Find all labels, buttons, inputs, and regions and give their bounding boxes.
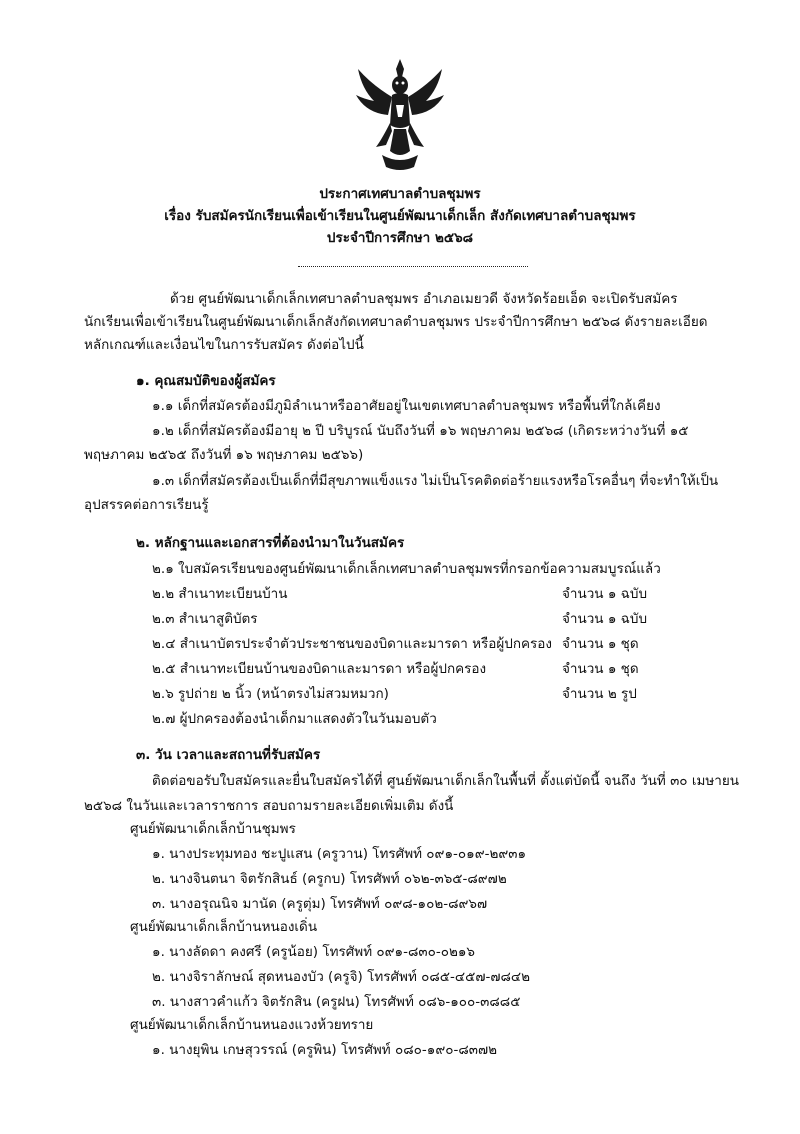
dotted-divider [298, 266, 528, 267]
s3-paragraph-1: ติดต่อขอรับใบสมัครและยื่นใบสมัครได้ที่ ศูนย์พัฒนาเด็กเล็กในพื้นที่ ตั้งแต่บัดนี้ จนถึง วันที่ ๓๐ เมษายน [152, 773, 739, 789]
s2-item-6-qty: จำนวน ๒ รูป [562, 686, 637, 702]
intro-line-1: ด้วย ศูนย์พัฒนาเด็กเล็กเทศบาลตำบลชุมพร อำเภอเมยวดี จังหวัดร้อยเอ็ด จะเปิดรับสมัคร [170, 291, 678, 307]
intro-line-3: หลักเกณฑ์และเงื่อนไขในการรับสมัคร ดังต่อไปนี้ [84, 337, 364, 353]
center-1-contact-1: ๑. นางประทุมทอง ชะปูแสน (ครูวาน) โทรศัพท์ ๐๙๑-๐๑๙-๒๙๓๑ [152, 846, 527, 862]
s1-item-2: ๑.๒ เด็กที่สมัครต้องมีอายุ ๒ ปี บริบูรณ์ นับถึงวันที่ ๑๖ พฤษภาคม ๒๕๖๘ (เกิดระหว่างวันที่ ๑๕ [152, 423, 689, 439]
s1-item-3: ๑.๓ เด็กที่สมัครต้องเป็นเด็กที่มีสุขภาพแข็งแรง ไม่เป็นโรคติดต่อร้ายแรงหรือโรคอื่นๆ ที่จะทำให้เป็น [152, 473, 719, 489]
announcement-year: ประจำปีการศึกษา ๒๕๖๘ [326, 230, 474, 246]
center-3-name: ศูนย์พัฒนาเด็กเล็กบ้านหนองแวงห้วยทราย [130, 1017, 374, 1033]
s2-item-5: ๒.๕ สำเนาทะเบียนบ้านของบิดาและมารดา หรือผู้ปกครอง [152, 661, 487, 677]
intro-line-2: นักเรียนเพื่อเข้าเรียนในศูนย์พัฒนาเด็กเล็กสังกัดเทศบาลตำบลชุมพร ประจำปีการศึกษา ๒๕๖๘ ดังรายละเอียด [84, 314, 708, 330]
s2-item-5-qty: จำนวน ๑ ชุด [562, 661, 639, 677]
announcement-subject: เรื่อง รับสมัครนักเรียนเพื่อเข้าเรียนในศูนย์พัฒนาเด็กเล็ก สังกัดเทศบาลตำบลชุมพร [164, 208, 636, 224]
s3-paragraph-2: ๒๕๖๘ ในวันและเวลาราชการ สอบถามรายละเอียดเพิ่มเติม ดังนี้ [84, 798, 454, 814]
center-1-name: ศูนย์พัฒนาเด็กเล็กบ้านชุมพร [130, 821, 296, 837]
s2-item-1: ๒.๑ ใบสมัครเรียนของศูนย์พัฒนาเด็กเล็กเทศบาลตำบลชุมพรที่กรอกข้อความสมบูรณ์แล้ว [152, 561, 661, 577]
center-3-contact-1: ๑. นางยุพิน เกษสุวรรณ์ (ครูพิน) โทรศัพท์ ๐๘๐-๑๙๐-๘๓๗๒ [152, 1042, 498, 1058]
section-3-title: ๓. วัน เวลาและสถานที่รับสมัคร [136, 747, 321, 763]
announcement-title: ประกาศเทศบาลตำบลชุมพร [319, 186, 481, 202]
s2-item-2: ๒.๒ สำเนาทะเบียนบ้าน [152, 586, 288, 602]
s2-item-4-qty: จำนวน ๑ ชุด [562, 636, 639, 652]
center-2-name: ศูนย์พัฒนาเด็กเล็กบ้านหนองเดิ่น [130, 919, 318, 935]
center-2-contact-3: ๓. นางสาวคำแก้ว จิตรักสิน (ครูฝน) โทรศัพท์ ๐๘๖-๑๐๐-๓๘๘๕ [152, 994, 521, 1010]
center-1-contact-2: ๒. นางจินตนา จิตรักสินธ์ (ครูกบ) โทรศัพท์ ๐๖๒-๓๖๕-๘๙๗๒ [152, 871, 507, 887]
s2-item-4: ๒.๔ สำเนาบัตรประจำตัวประชาชนของบิดาและมารดา หรือผู้ปกครอง [152, 636, 552, 652]
center-2-contact-1: ๑. นางลัดดา คงศรี (ครูน้อย) โทรศัพท์ ๐๙๑-๘๓๐-๐๒๑๖ [152, 944, 475, 960]
s1-item-3-cont: อุปสรรคต่อการเรียนรู้ [84, 497, 209, 513]
section-2-title: ๒. หลักฐานและเอกสารที่ต้องนำมาในวันสมัคร [136, 535, 405, 551]
s2-item-7: ๒.๗ ผู้ปกครองต้องนำเด็กมาแสดงตัวในวันมอบตัว [152, 711, 437, 727]
s1-item-2-cont: พฤษภาคม ๒๕๖๕ ถึงวันที่ ๑๖ พฤษภาคม ๒๕๖๖) [84, 447, 364, 463]
section-1-title: ๑. คุณสมบัติของผู้สมัคร [136, 373, 276, 389]
garuda-emblem-icon [352, 55, 448, 173]
s1-item-1: ๑.๑ เด็กที่สมัครต้องมีภูมิลำเนาหรืออาศัยอยู่ในเขตเทศบาลตำบลชุมพร หรือพื้นที่ใกล้เคียง [152, 398, 661, 414]
center-2-contact-2: ๒. นางจิราลักษณ์ สุดหนองบัว (ครูจิ) โทรศัพท์ ๐๘๕-๔๕๗-๗๘๔๒ [152, 969, 531, 985]
center-1-contact-3: ๓. นางอรุณนิจ มานัด (ครูตุ่ม) โทรศัพท์ ๐๙๘-๑๐๒-๘๙๖๗ [152, 896, 488, 912]
s2-item-6: ๒.๖ รูปถ่าย ๒ นิ้ว (หน้าตรงไม่สวมหมวก) [152, 686, 389, 702]
s2-item-3-qty: จำนวน ๑ ฉบับ [562, 611, 648, 627]
s2-item-3: ๒.๓ สำเนาสูติบัตร [152, 611, 258, 627]
s2-item-2-qty: จำนวน ๑ ฉบับ [562, 586, 648, 602]
